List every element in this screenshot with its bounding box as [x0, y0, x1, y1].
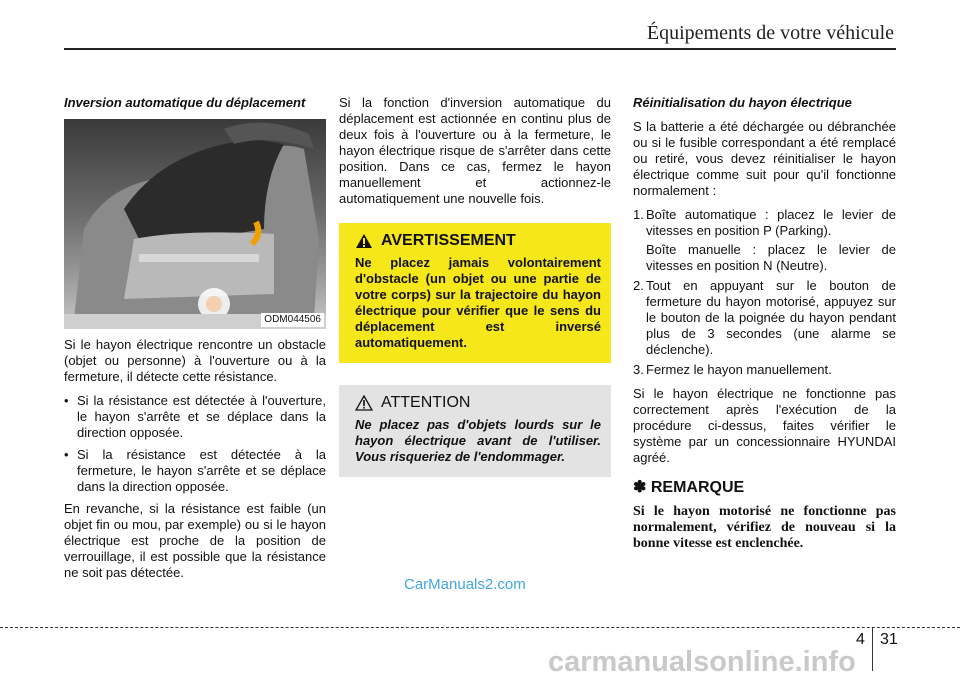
- step-text: Boîte automatique : placez le levier de vitesses en position P (Parking).: [646, 207, 896, 238]
- step-item: [633, 362, 896, 378]
- figure-code: ODM044506: [261, 313, 324, 327]
- paragraph: Si le hayon électrique ne fonctionne pas correctement après l'exécution de la procédure ci-dessus, faites vérifier le système par un concessionnaire HYUNDAI agréé.: [633, 386, 896, 465]
- warning-box: [339, 223, 611, 363]
- warning-body: Ne placez jamais volontairement d'obstacle (un objet ou une partie de votre corps) sur la trajectoire du hayon électrique pour vérifier que le sens du déplacement est inversé automatiquement.: [355, 255, 601, 350]
- paragraph: S la batterie a été déchargée ou débranchée ou si le fusible correspondant a été remplacé ou retiré, vous devez réinitialiser le hayon électrique comme suit pour qu'il fonctionne normalement :: [633, 119, 896, 198]
- watermark-link[interactable]: CarManuals2.com: [404, 576, 526, 593]
- car-tailgate-image: [64, 119, 326, 329]
- warning-title-row: [355, 233, 601, 249]
- step-subtext: Boîte manuelle : placez le levier de vitesses en position N (Neutre).: [646, 242, 896, 273]
- bullet-item: • Si la résistance est détectée à l'ouverture, le hayon s'arrête et se déplace dans la direction opposée.: [64, 393, 326, 441]
- page-number: 31: [880, 631, 898, 648]
- warning-title: AVERTISSEMENT: [381, 232, 516, 249]
- column-right: [633, 95, 896, 552]
- tailgate-illustration: [64, 119, 326, 329]
- step-text: Tout en appuyant sur le bouton de fermeture du hayon motorisé, appuyez sur le bouton de la poignée du hayon pendant plus de 3 secondes (une alarme se déclenche).: [646, 278, 896, 357]
- section-heading-auto-reverse: Inversion automatique du déplacement: [64, 95, 306, 110]
- caution-title: ATTENTION: [381, 394, 471, 411]
- paragraph: Si la fonction d'inversion automatique du déplacement est actionnée en continu plus de deux fois à l'ouverture ou à la fermeture, le hayon électrique risque de s'arrêter dans cette position. Dans ce cas, fermez le hayon manuellement et actionnez-le automatiquement une nouvelle fois.: [339, 95, 611, 206]
- caution-triangle-icon: [355, 395, 373, 411]
- chapter-number: 4: [856, 631, 865, 648]
- steps-list: [633, 207, 896, 378]
- step-text: Fermez le hayon manuellement.: [646, 362, 832, 377]
- header-rule: [64, 48, 896, 50]
- remark-title: ✽ REMARQUE: [633, 479, 745, 496]
- step-number: 1.: [633, 207, 644, 222]
- column-middle: [339, 95, 611, 477]
- header-title: Équipements de votre véhicule: [646, 22, 894, 44]
- caution-body: Ne placez pas d'objets lourds sur le hayon électrique avant de l'utiliser. Vous risqueriez de l'endommager.: [355, 417, 601, 464]
- caution-box: [339, 385, 611, 477]
- column-left: [64, 95, 326, 589]
- page-number-divider: [872, 627, 873, 671]
- caution-title-row: [355, 395, 601, 411]
- bullet-item: • Si la résistance est détectée à la fermeture, le hayon s'arrête et se déplace dans la direction opposée.: [64, 447, 326, 495]
- step-item: [633, 278, 896, 358]
- bullet-list: [64, 393, 326, 495]
- section-heading-reset: Réinitialisation du hayon électrique: [633, 95, 852, 110]
- step-number: 2.: [633, 278, 644, 293]
- step-number: 3.: [633, 362, 644, 377]
- remark-body: Si le hayon motorisé ne fonctionne pas normalement, vérifiez de nouveau si la bonne vitesse est enclenchée.: [633, 504, 896, 551]
- footer-dashed-rule: [0, 627, 960, 628]
- intro-paragraph: Si le hayon électrique rencontre un obstacle (objet ou personne) à l'ouverture ou à la fermeture, il détecte cette résistance.: [64, 337, 326, 384]
- footer-watermark: carmanualsonline.info: [548, 646, 856, 678]
- warning-triangle-icon: [355, 233, 373, 249]
- step-item: [633, 207, 896, 274]
- paragraph: En revanche, si la résistance est faible (un objet fin ou mou, par exemple) ou si le hayon électrique est proche de la position de verrouillage, il est possible que la résistance ne soit pas détectée.: [64, 501, 326, 580]
